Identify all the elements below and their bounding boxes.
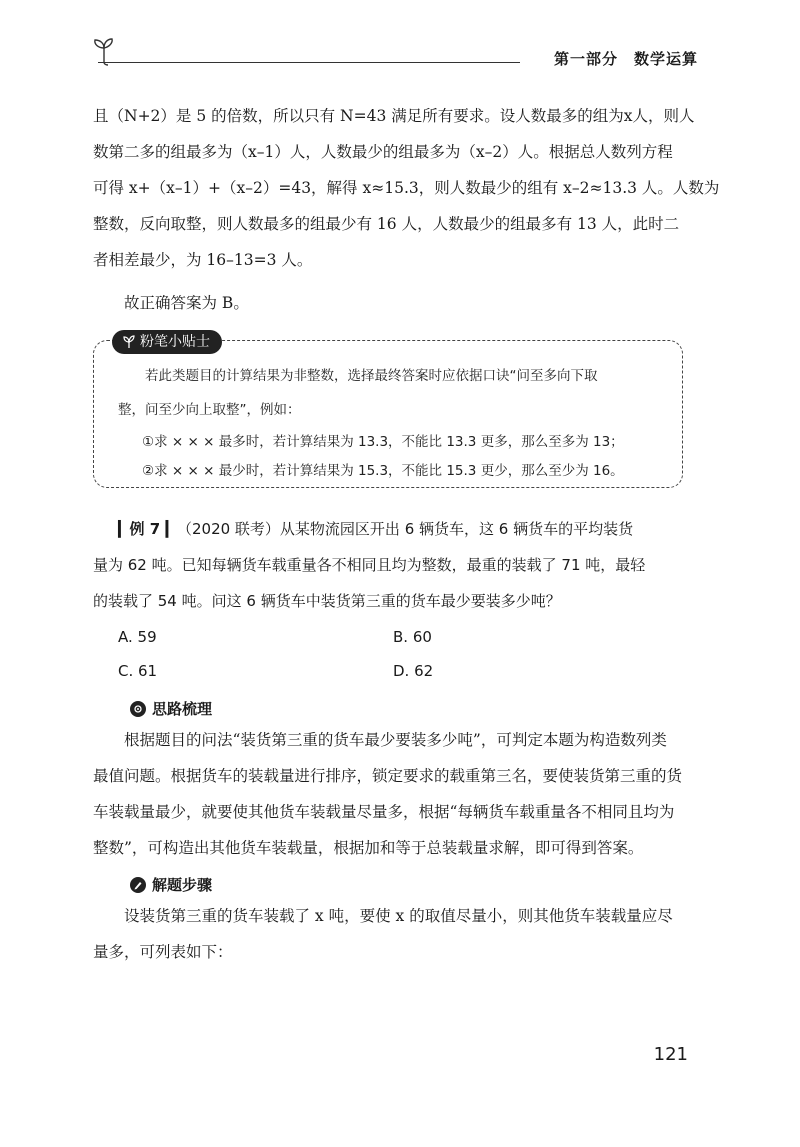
pencil-icon	[130, 877, 146, 893]
option-c: C. 61	[118, 662, 158, 680]
text-line: 车装载量最少，就要使其他货车装载量尽量多，根据“每辆货车载重量各不相同且均为	[93, 803, 675, 821]
analysis-heading-label: 思路梳理	[152, 700, 213, 718]
option-d: D. 62	[393, 662, 434, 680]
text-line: 整数，反向取整，则人数最多的组最少有 16 人，人数最少的组最多有 13 人，此时二	[93, 215, 680, 233]
answer-line	[93, 285, 693, 321]
option-a: A. 59	[118, 628, 157, 646]
page-header	[90, 36, 710, 72]
steps-paragraph	[93, 898, 693, 970]
gear-icon	[130, 701, 146, 717]
text-line: 根据题目的问法“装货第三重的货车最少要装多少吨”，可判定本题为构造数列类	[124, 731, 667, 749]
text-line: 设装货第三重的货车装载了 x 吨，要使 x 的取值尽量小，则其他货车装载量应尽	[124, 907, 673, 925]
example-line: 量为 62 吨。已知每辆货车载重量各不相同且均为整数，最重的装载了 71 吨，最轻	[93, 556, 646, 574]
header-rule	[98, 62, 520, 63]
tip-badge	[112, 330, 222, 354]
example-first-line	[118, 518, 633, 539]
example-text: （2020 联考）从某物流园区开出 6 辆货车，这 6 辆货车的平均装货	[176, 520, 634, 538]
text-line: 数第二多的组最多为（x–1）人，人数最少的组最多为（x–2）人。根据总人数列方程	[93, 143, 673, 161]
answer-text: 故正确答案为 B。	[124, 294, 249, 312]
example-line: 的装载了 54 吨。问这 6 辆货车中装货第三重的货车最少要装多少吨？	[93, 592, 561, 610]
tip-badge-label: 粉笔小贴士	[140, 334, 210, 350]
text-line: 可得 x+（x–1）+（x–2）=43，解得 x≈15.3，则人数最少的组有 x–2≈13.3 人。人数为	[93, 179, 720, 197]
page-number: 121	[653, 1044, 688, 1065]
steps-heading-label: 解题步骤	[152, 876, 213, 894]
steps-heading	[130, 874, 212, 895]
text-line: 者相差最少，为 16–13=3 人。	[93, 251, 313, 269]
solution-paragraph	[93, 98, 720, 278]
example-tag: 例 7	[129, 520, 161, 538]
text-line: 整数”，可构造出其他货车装载量，根据加和等于总装载量求解，即可得到答案。	[93, 839, 644, 857]
example-tag-bar: ▎	[160, 520, 177, 538]
example-tag-bar: ▎	[118, 520, 130, 538]
text-line: 量多，可列表如下：	[93, 943, 233, 961]
sprout-icon	[122, 335, 136, 349]
analysis-paragraph	[93, 722, 693, 866]
tip-line: 若此类题目的计算结果为非整数，选择最终答案时应依据口诀“问至多向下取	[145, 368, 598, 384]
section-title: 第一部分 数学运算	[553, 50, 698, 68]
text-line: 最值问题。根据货车的装载量进行排序，锁定要求的载重第三名，要使装货第三重的货	[93, 767, 683, 785]
text-line: 且（N+2）是 5 的倍数，所以只有 N=43 满足所有要求。设人数最多的组为x人，则人	[93, 107, 695, 125]
tip-line: ①求 × × × 最多时，若计算结果为 13.3，不能比 13.3 更多，那么至多为 13；	[142, 434, 624, 450]
analysis-heading	[130, 698, 212, 719]
tip-line: ②求 × × × 最少时，若计算结果为 15.3，不能比 15.3 更少，那么至少为 16。	[142, 463, 624, 479]
option-b: B. 60	[393, 628, 432, 646]
tip-line: 整，问至少向上取整”，例如：	[118, 402, 301, 418]
